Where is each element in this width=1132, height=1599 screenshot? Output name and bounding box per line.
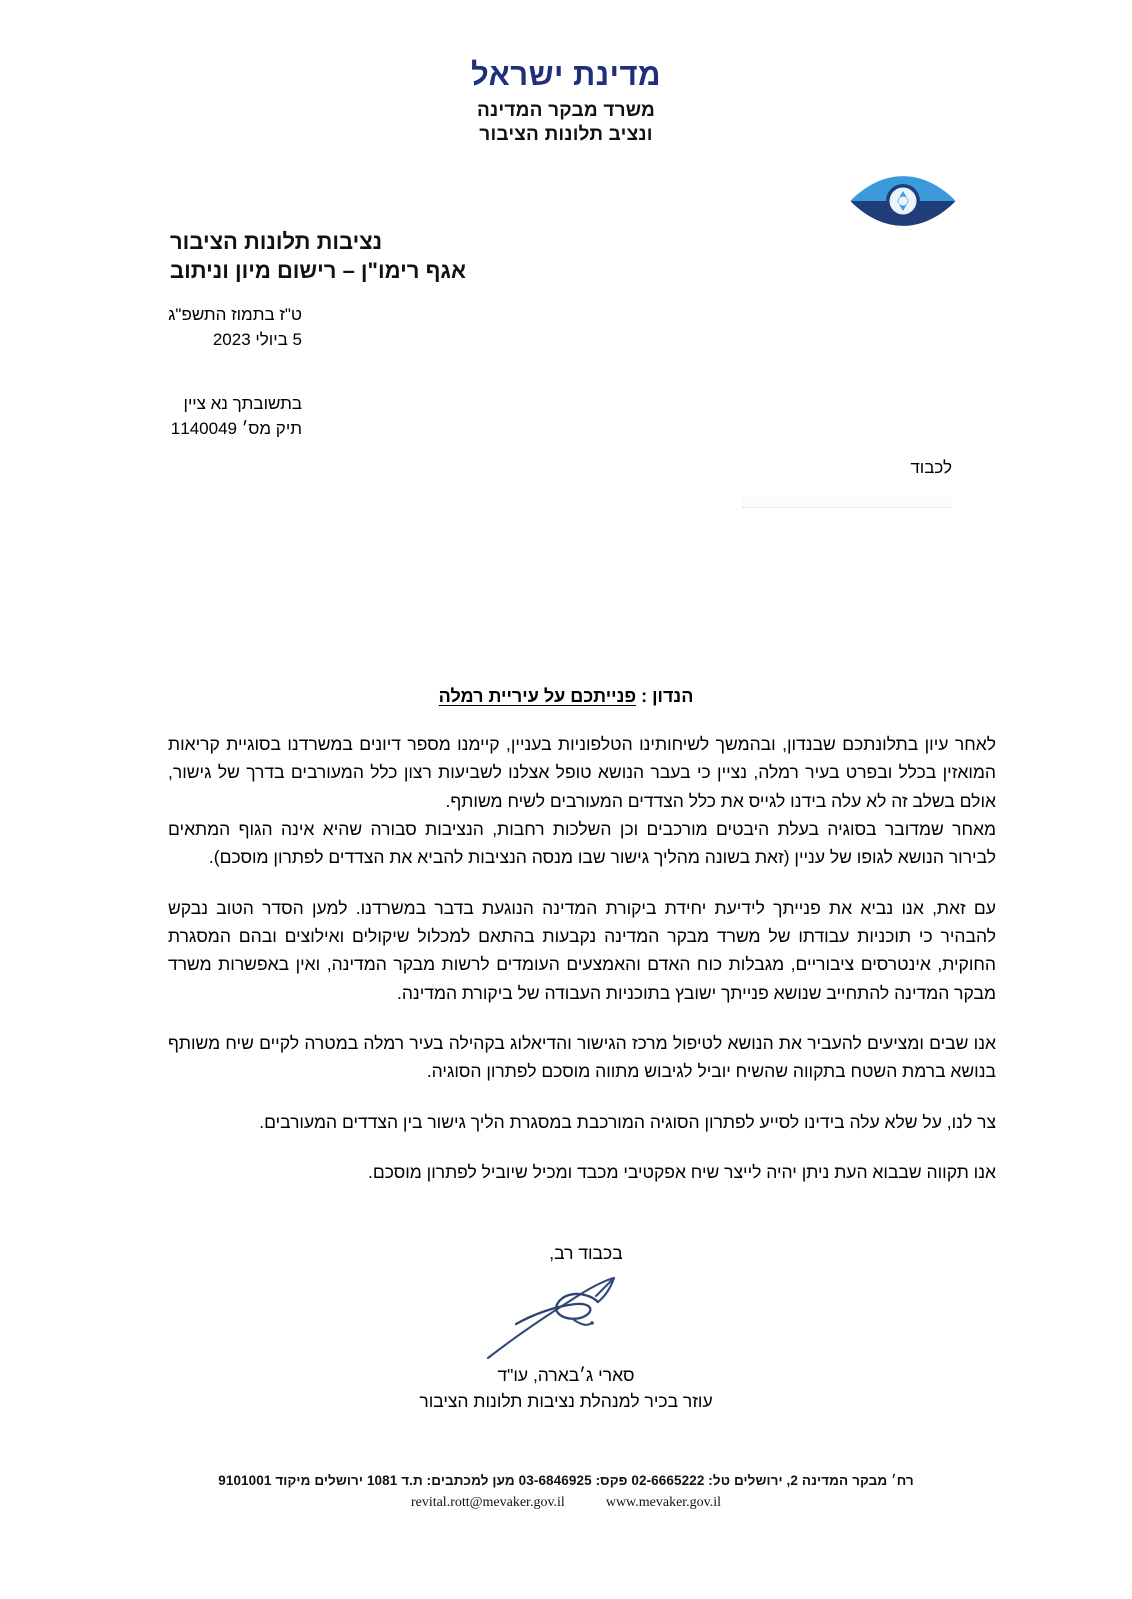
footer-website[interactable]: www.mevaker.gov.il (605, 1495, 722, 1510)
footer-web-line (0, 1495, 1132, 1511)
signer-title: עוזר בכיר למנהלת נציבות תלונות הציבור (419, 1391, 713, 1412)
body-paragraph: עם זאת, אנו נביא את פנייתך לידיעת יחידת ביקורת המדינה הנוגעת בדבר במשרדנו. למען הסדר הטוב נבקש להבהיר כי תוכניות עבודתו של משרד מבקר המדינה נקבעות בהתאם למכלול שיקולים ואילוצים ובהם המסגרת החוקית, אינטרסים ציבוריים, מגבלות כוח האדם והאמצעים העומדים לרשות מבקר המדינה, ואין באפשרות משרד מבקר המדינה להתחייב שנושא פנייתך ישובץ בתוכניות העבודה של ביקורת המדינה. (168, 897, 996, 1003)
footer-email[interactable]: revital.rott@mevaker.gov.il (410, 1495, 565, 1510)
addressee-block (742, 455, 952, 508)
handwritten-signature-icon (0, 1266, 1132, 1362)
unit-department: אגף רימו"ן – רישום מיון וניתוב (170, 257, 466, 283)
body-paragraph: אנו תקווה שבבוא העת ניתן יהיה לייצר שיח אפקטיבי מכבד ומכיל שיוביל לפתרון מוסכם. (368, 1162, 996, 1183)
eye-logo-icon (845, 167, 961, 235)
subject-value: פנייתכם על עיריית רמלה (438, 686, 637, 706)
unit-heading (0, 228, 1132, 285)
reply-reference-note: בתשובתך נא צײן (183, 394, 302, 414)
closing-salutation: בכבוד רב, (549, 1243, 623, 1263)
body-paragraph: לאחר עיון בתלונתכם שבנדון, ובהמשך לשיחותינו הטלפוניות בעניין, קיימנו מספר דיונים במשרדנו בסוגיית קריאות המואזין בכלל ובפרט בעיר רמלה, נציין כי בעבר הנושא טופל אצלנו לשביעות רצון כלל המעורבים בדרך של גישור, אולם בשלב זה לא עלה בידנו לגייס את כלל הצדדים המעורבים לשיח משותף. (168, 734, 996, 811)
subject-line (0, 686, 1132, 707)
office-name-line2: ונציב תלונות הציבור (479, 124, 653, 146)
body-paragraph: אנו שבים ומציעים להעביר את הנושא לטיפול מרכז הגישור והדיאלוג בקהילה בעיר רמלה במטרה לקיים שיח משותף בנושא ברמת השטח בתקווה שהשיח יוביל לגיבוש מתווה מוסכם לפתרון הסוגיה. (168, 1033, 996, 1082)
hebrew-date: ט"ז בתמוז התשפ"ג (168, 305, 302, 324)
addressee-redacted-line (742, 497, 952, 508)
addressee-label: לכבוד (910, 458, 952, 477)
body-paragraph: צר לנו, על שלא עלה בידינו לסייע לפתרון הסוגיה המורכבת במסגרת הליך גישור בין הצדדים המעורבים. (259, 1111, 996, 1132)
footer-contact-line: רח׳ מבקר המדינה 2, ירושלים טל: 02-6665222 פקס: 03-6846925 מען למכתבים: ת.ד 1081 ירושלים מיקוד 9101001 (218, 1473, 914, 1488)
gregorian-date: 5 ביולי 2023 (212, 329, 302, 349)
subject-label: הנדון : (641, 686, 694, 706)
page-footer (0, 1473, 1132, 1511)
masthead (0, 58, 1132, 147)
office-name-line1: משרד מבקר המדינה (476, 99, 656, 121)
signature-block (0, 1243, 1132, 1415)
file-number: תיק מס׳ 1140049 (170, 418, 302, 438)
state-name: מדינת ישראל (470, 57, 662, 92)
signer-name: סארי ג׳בארה, עו"ד (497, 1365, 635, 1385)
body-paragraph: מאחר שמדובר בסוגיה בעלת היבטים מורכבים וכן השלכות רחבות, הנציבות סבורה שהיא אינה הגוף המתאים לבירור הנושא לגופו של עניין (זאת בשונה מהליך גישור שבו מנסה הנציבות להביא את הצדדים לפתרון מוסכם). (168, 819, 996, 868)
unit-name: נציבות תלונות הציבור (170, 229, 383, 254)
letter-meta (122, 303, 302, 442)
meta-spacer (122, 352, 302, 392)
letter-body (168, 730, 996, 1186)
